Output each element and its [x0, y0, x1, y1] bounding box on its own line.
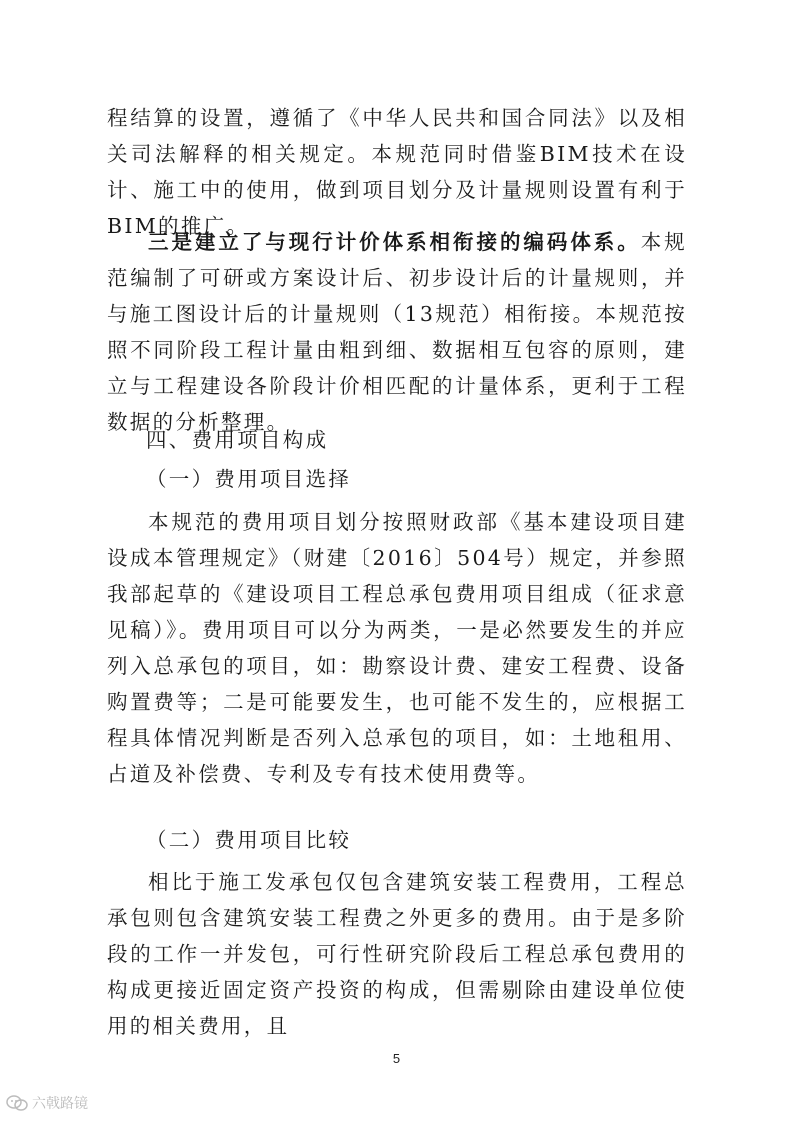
page-number: 5: [392, 1051, 401, 1066]
paragraph-body: 本规范编制了可研或方案设计后、初步设计后的计量规则，并与施工图设计后的计量规则（13规范）相衔接。本规范按照不同阶段工程计量由粗到细、数据相互包容的原则，建立与工程建设各阶段计价相匹配的计量体系，更利于工程数据的分析整理。: [107, 230, 687, 434]
paragraph-cost-comparison: 相比于施工发承包仅包含建筑安装工程费用，工程总承包则包含建筑安装工程费之外更多的费用。由于是多阶段的工作一并发包，可行性研究阶段后工程总承包费用的构成更接近固定资产投资的构成，但需剔除由建设单位使用的相关费用，且: [107, 870, 687, 1038]
paragraph-cost-items: 本规范的费用项目划分按照财政部《基本建设项目建设成本管理规定》（财建〔2016〕504号）规定，并参照我部起草的《建设项目工程总承包费用项目组成（征求意见稿）》。费用项目可以分为两类，一是必然要发生的并应列入总承包的项目，如：勘察设计费、建安工程费、设备购置费等；二是可能要发生，也可能不发生的，应根据工程具体情况判断是否列入总承包的项目，如：土地租用、占道及补偿费、专利及专有技术使用费等。: [107, 510, 687, 786]
subsection-heading-2: （二）费用项目比较: [146, 828, 352, 852]
subsection-heading-1: （一）费用项目选择: [146, 467, 352, 491]
paragraph-lead-bold: 三是建立了与现行计价体系相衔接的编码体系。: [148, 230, 641, 254]
chat-bubble-icon: [6, 1094, 28, 1112]
section-heading: 四、费用项目构成: [146, 428, 329, 452]
paragraph-coding-system: [107, 224, 687, 440]
watermark-text: 六戟路镜: [32, 1096, 88, 1112]
watermark: [6, 1093, 88, 1113]
paragraph-contract-law: 程结算的设置，遵循了《中华人民共和国合同法》以及相关司法解释的相关规定。本规范同时借鉴BIM技术在设计、施工中的使用，做到项目划分及计量规则设置有利于BIM的推广。: [107, 106, 687, 238]
